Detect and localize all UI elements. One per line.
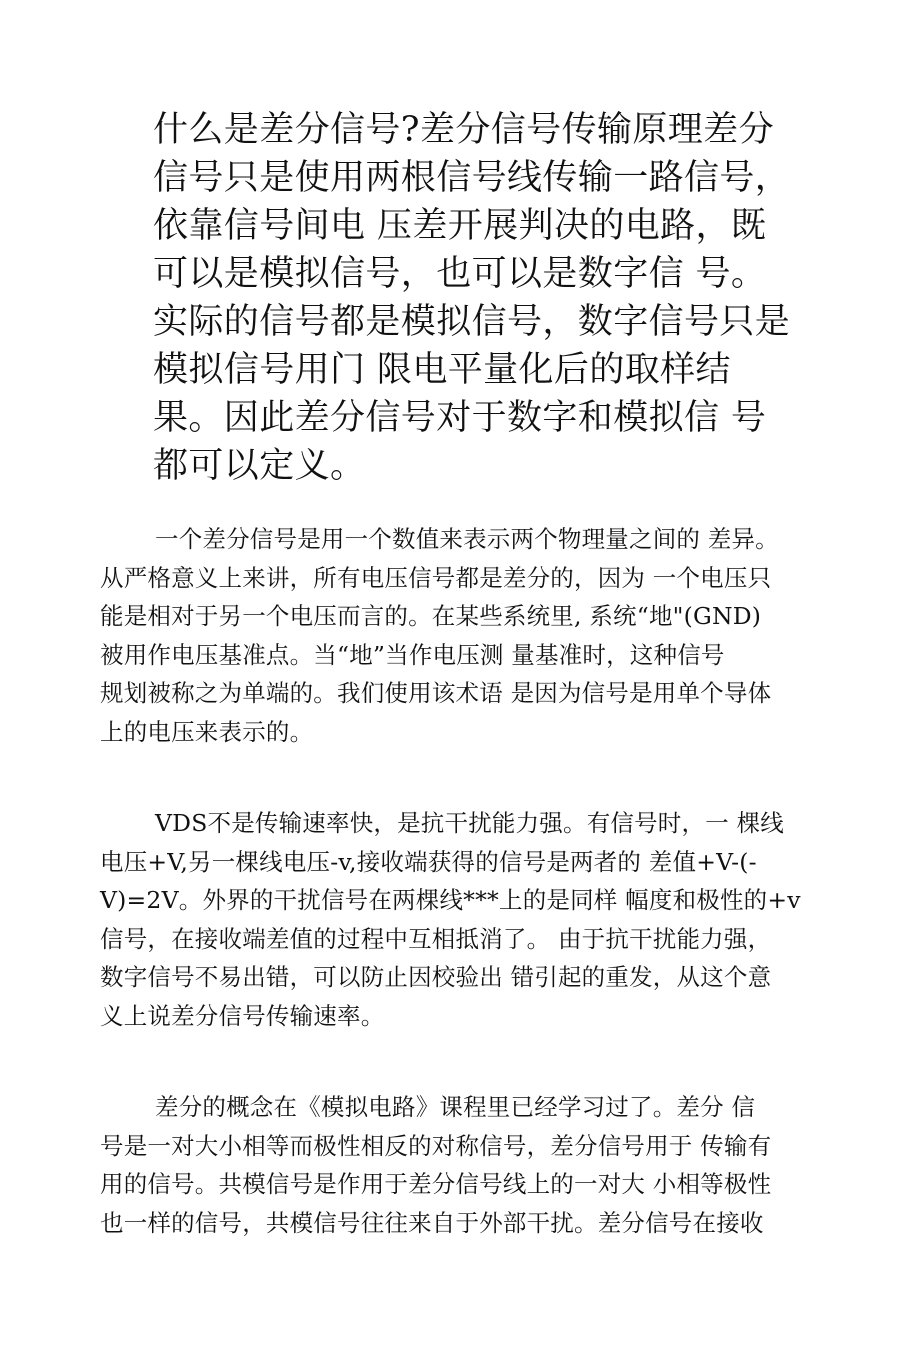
paragraph-line: 用的信号。共模信号是作用于差分信号线上的一对大 小相等极性 — [100, 1170, 772, 1198]
paragraph-line: 规划被称之为单端的。我们使用该术语 是因为信号是用单个导体 — [100, 679, 772, 707]
paragraph-3 — [100, 1088, 860, 1242]
paragraph-line: 号是一对大小相等而极性相反的对称信号，差分信号用于 传输有 — [100, 1131, 772, 1160]
document-title — [153, 106, 843, 490]
paragraph-line: 也一样的信号，共模信号往往来自于外部干扰。差分信号在接收 — [100, 1208, 764, 1237]
title-line: 信号只是使用两根信号线传输一路信号， — [153, 158, 791, 198]
title-line: 模拟信号用门 限电平量化后的取样结 — [153, 350, 731, 390]
paragraph-line: 信号，在接收端差值的过程中互相抵消了。 由于抗干扰能力强， — [100, 924, 772, 953]
paragraph-line: 电压+V,另一棵线电压-v,接收端获得的信号是两者的 差值+V-(- — [100, 847, 757, 876]
paragraph-line: 数字信号不易出错，可以防止因校验出 错引起的重发，从这个意 — [100, 963, 772, 991]
paragraph-line: 上的电压来表示的。 — [100, 717, 314, 746]
paragraph-line: 差分的概念在《模拟电路》课程里已经学习过了。差分 信 — [155, 1093, 756, 1121]
paragraph-line: 被用作电压基准点。当“地”当作电压测 量基准时，这种信号 — [100, 640, 725, 669]
paragraph-line: 义上说差分信号传输速率。 — [100, 1001, 385, 1030]
paragraph-2 — [100, 804, 860, 1035]
title-line: 果。因此差分信号对于数字和模拟信 号 — [153, 398, 767, 438]
paragraph-line: 能是相对于另一个电压而言的。在某些系统里, 系统“地"(GND) — [100, 602, 762, 630]
paragraph-1 — [100, 520, 860, 751]
paragraph-line: VDS不是传输速率快，是抗干扰能力强。有信号时，一 棵线 — [155, 809, 784, 837]
title-line: 都可以定义。 — [153, 446, 366, 486]
paragraph-line: 一个差分信号是用一个数值来表示两个物理量之间的 差异。 — [155, 525, 779, 553]
title-line: 什么是差分信号?差分信号传输原理差分 — [153, 110, 774, 150]
title-line: 可以是模拟信号，也可以是数字信 号。 — [153, 254, 767, 294]
title-line: 实际的信号都是模拟信号，数字信号只是 — [153, 302, 791, 342]
paragraph-line: V)=2V。外界的干扰信号在两棵线***上的是同样 幅度和极性的+v — [100, 886, 801, 914]
title-line: 依靠信号间电 压差开展判决的电路，既 — [153, 206, 767, 246]
paragraph-line: 从严格意义上来讲，所有电压信号都是差分的，因为 一个电压只 — [100, 563, 772, 592]
